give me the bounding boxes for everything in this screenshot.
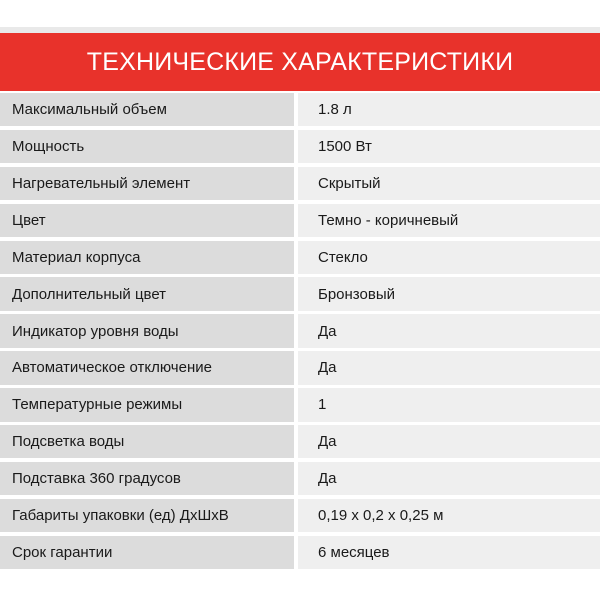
spec-name: Температурные режимы (0, 388, 294, 421)
spec-name: Максимальный объем (0, 93, 294, 126)
spec-value: 6 месяцев (298, 536, 600, 569)
spec-value: 0,19 x 0,2 x 0,25 м (298, 499, 600, 532)
table-row (0, 241, 600, 274)
spec-value: Да (298, 351, 600, 384)
spec-value: Скрытый (298, 167, 600, 200)
table-row (0, 167, 600, 200)
spec-table (0, 93, 600, 573)
table-row (0, 536, 600, 569)
spec-name: Мощность (0, 130, 294, 163)
table-row (0, 204, 600, 237)
table-row (0, 277, 600, 310)
table-row (0, 93, 600, 126)
spec-name: Подсветка воды (0, 425, 294, 458)
spec-value: Да (298, 462, 600, 495)
spec-value: Да (298, 314, 600, 347)
spec-value: Бронзовый (298, 277, 600, 310)
table-row (0, 499, 600, 532)
spec-value: 1500 Вт (298, 130, 600, 163)
spec-name: Подставка 360 градусов (0, 462, 294, 495)
spec-name: Нагревательный элемент (0, 167, 294, 200)
page-title: ТЕХНИЧЕСКИЕ ХАРАКТЕРИСТИКИ (86, 47, 514, 76)
spec-name: Габариты упаковки (ед) ДхШхВ (0, 499, 294, 532)
spec-value: Да (298, 425, 600, 458)
spec-name: Срок гарантии (0, 536, 294, 569)
spec-value: 1.8 л (298, 93, 600, 126)
table-row (0, 130, 600, 163)
table-row (0, 425, 600, 458)
table-row (0, 351, 600, 384)
spec-value: Темно - коричневый (298, 204, 600, 237)
table-row (0, 462, 600, 495)
spec-name: Цвет (0, 204, 294, 237)
spec-value: Стекло (298, 241, 600, 274)
spec-value: 1 (298, 388, 600, 421)
header-banner (0, 33, 600, 91)
table-row (0, 388, 600, 421)
spec-name: Материал корпуса (0, 241, 294, 274)
spec-name: Индикатор уровня воды (0, 314, 294, 347)
table-row (0, 314, 600, 347)
spec-name: Автоматическое отключение (0, 351, 294, 384)
spec-name: Дополнительный цвет (0, 277, 294, 310)
